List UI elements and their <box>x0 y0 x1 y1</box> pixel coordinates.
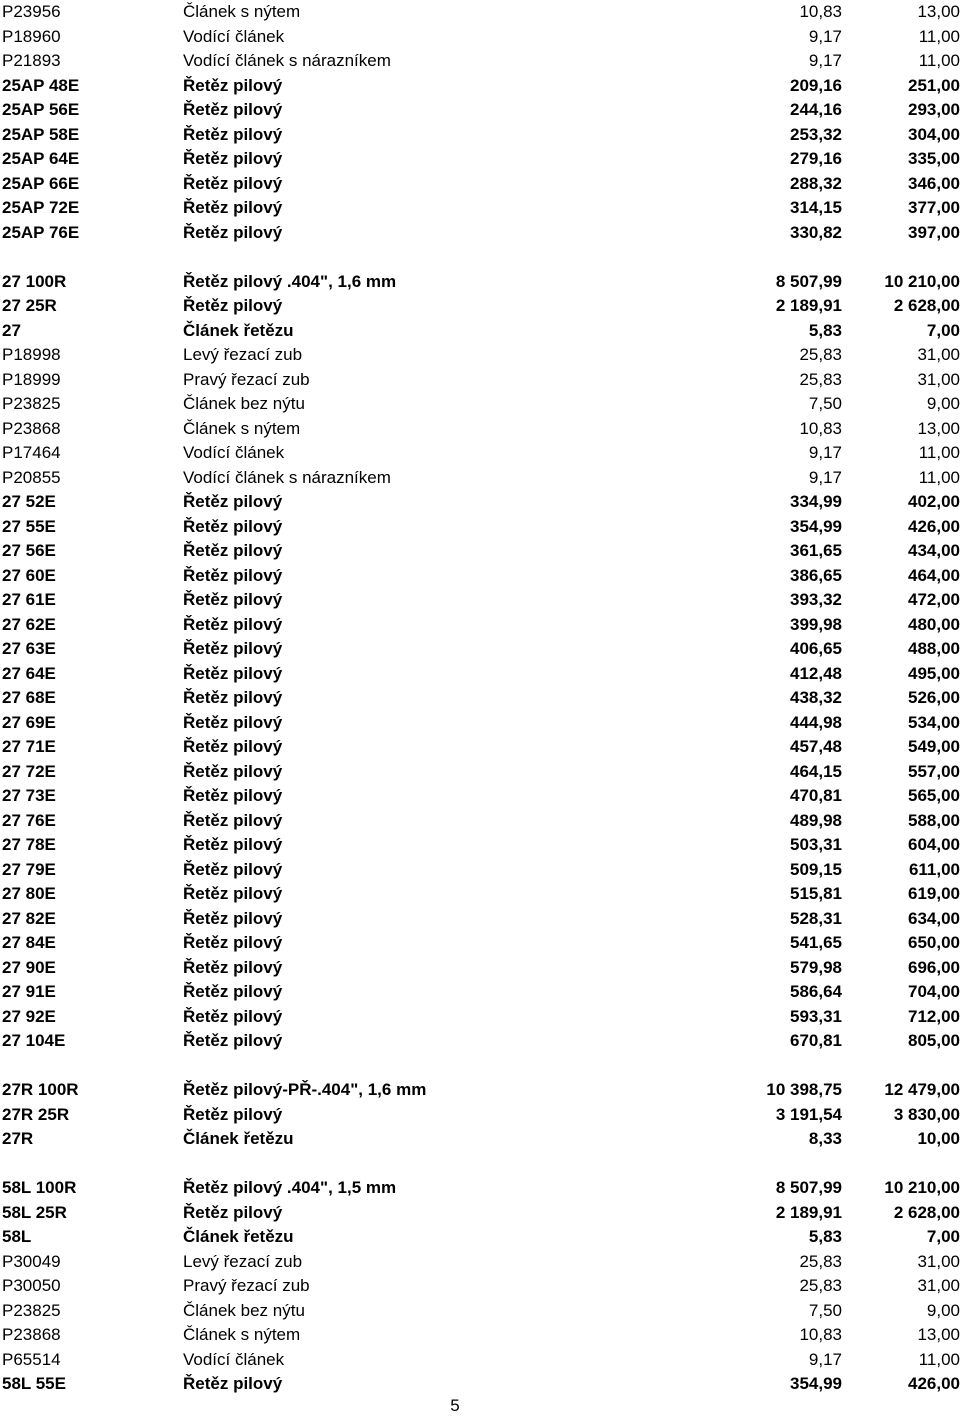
item-code: 27 78E <box>2 835 56 854</box>
table-row <box>0 270 960 295</box>
price-excl-vat: 8 507,99 <box>775 271 842 291</box>
item-name: Článek řetězu <box>183 320 294 340</box>
item-code: 25AP 48E <box>2 75 80 95</box>
item-name: Řetěz pilový <box>183 614 283 634</box>
price-excl-vat: 330,82 <box>790 222 842 242</box>
item-name: Řetěz pilový <box>183 884 283 903</box>
table-row <box>0 98 960 123</box>
table-row <box>0 588 960 613</box>
price-incl-vat: 488,00 <box>908 639 960 658</box>
item-name: Řetěz pilový <box>183 124 283 144</box>
item-code: 27 62E <box>2 614 56 634</box>
row-spacer <box>0 1152 960 1177</box>
price-excl-vat: 9,17 <box>808 467 842 487</box>
item-name: Řetěz pilový <box>183 492 283 511</box>
item-code: 25AP 66E <box>2 173 80 193</box>
table-row <box>0 49 960 74</box>
item-name: Řetěz pilový <box>183 516 283 536</box>
price-excl-vat: 464,15 <box>790 761 842 781</box>
table-row <box>0 564 960 589</box>
price-excl-vat: 10 398,75 <box>766 1080 842 1099</box>
price-excl-vat: 528,31 <box>790 908 842 928</box>
price-incl-vat: 9,00 <box>926 394 960 413</box>
price-excl-vat: 314,15 <box>790 198 842 217</box>
item-name: Řetěz pilový <box>183 810 283 830</box>
price-incl-vat: 534,00 <box>908 712 960 732</box>
price-incl-vat: 31,00 <box>917 345 960 364</box>
price-incl-vat: 604,00 <box>908 835 960 854</box>
item-code: P23825 <box>2 394 61 413</box>
item-code: 27R 25R <box>2 1104 70 1124</box>
item-name: Řetěz pilový <box>183 222 283 242</box>
table-row <box>0 1078 960 1103</box>
price-incl-vat: 10 210,00 <box>884 1178 960 1197</box>
item-code: 27 25R <box>2 296 57 315</box>
item-code: 27 68E <box>2 688 56 707</box>
table-row <box>0 147 960 172</box>
table-row <box>0 931 960 956</box>
table-row <box>0 25 960 50</box>
item-name: Řetěz pilový <box>183 688 283 707</box>
price-excl-vat: 9,17 <box>808 51 842 70</box>
table-row <box>0 1225 960 1250</box>
table-row <box>0 1348 960 1373</box>
price-incl-vat: 346,00 <box>908 173 960 193</box>
price-excl-vat: 8,33 <box>808 1129 842 1148</box>
price-excl-vat: 10,83 <box>799 2 842 21</box>
table-row <box>0 882 960 907</box>
item-code: P17464 <box>2 443 61 462</box>
item-code: P18998 <box>2 345 61 364</box>
item-name: Řetěz pilový <box>183 1202 283 1222</box>
item-name: Článek s nýtem <box>183 1325 301 1344</box>
item-code: 25AP 76E <box>2 222 80 242</box>
item-name: Řetěz pilový <box>183 1374 283 1393</box>
table-row <box>0 980 960 1005</box>
price-excl-vat: 10,83 <box>799 1325 842 1344</box>
price-excl-vat: 9,17 <box>808 443 842 462</box>
table-row <box>0 760 960 785</box>
item-code: P30050 <box>2 1276 61 1295</box>
price-incl-vat: 480,00 <box>908 614 960 634</box>
item-code: 27 61E <box>2 590 56 609</box>
price-excl-vat: 5,83 <box>808 320 842 340</box>
table-row <box>0 711 960 736</box>
item-code: 27 84E <box>2 933 56 952</box>
price-incl-vat: 704,00 <box>908 982 960 1001</box>
item-name: Řetěz pilový <box>183 198 283 217</box>
price-incl-vat: 557,00 <box>908 761 960 781</box>
price-excl-vat: 25,83 <box>799 1251 842 1271</box>
price-incl-vat: 251,00 <box>908 75 960 95</box>
price-excl-vat: 579,98 <box>790 957 842 977</box>
price-incl-vat: 2 628,00 <box>893 1202 960 1222</box>
table-row <box>0 686 960 711</box>
item-code: 27 79E <box>2 859 56 879</box>
table-row <box>0 368 960 393</box>
price-incl-vat: 434,00 <box>908 541 960 560</box>
item-code: 27 72E <box>2 761 56 781</box>
price-excl-vat: 209,16 <box>790 75 842 95</box>
table-row <box>0 441 960 466</box>
item-name: Řetěz pilový <box>183 149 283 168</box>
price-excl-vat: 2 189,91 <box>775 1202 842 1222</box>
table-row <box>0 196 960 221</box>
item-code: P18999 <box>2 369 61 389</box>
item-name: Článek řetězu <box>183 1227 294 1246</box>
price-excl-vat: 399,98 <box>790 614 842 634</box>
price-incl-vat: 11,00 <box>918 467 960 487</box>
price-excl-vat: 406,65 <box>790 639 842 658</box>
item-code: 25AP 64E <box>2 149 80 168</box>
item-code: 27 91E <box>2 982 56 1001</box>
price-excl-vat: 503,31 <box>790 835 842 854</box>
price-excl-vat: 288,32 <box>790 173 842 193</box>
item-code: P20855 <box>2 467 61 487</box>
item-code: P23825 <box>2 1300 61 1320</box>
table-row <box>0 221 960 246</box>
table-row <box>0 833 960 858</box>
item-code: 27 100R <box>2 271 67 291</box>
item-name: Řetěz pilový .404", 1,6 mm <box>183 271 397 291</box>
table-row <box>0 907 960 932</box>
table-row <box>0 172 960 197</box>
item-name: Řetěz pilový <box>183 761 283 781</box>
item-name: Vodící článek <box>183 443 285 462</box>
price-incl-vat: 10,00 <box>917 1129 960 1148</box>
item-name: Řetěz pilový <box>183 75 283 95</box>
item-name: Řetěz pilový <box>183 296 283 315</box>
price-incl-vat: 11,00 <box>918 443 960 462</box>
item-code: 27 56E <box>2 541 56 560</box>
price-incl-vat: 31,00 <box>917 369 960 389</box>
price-incl-vat: 588,00 <box>908 810 960 830</box>
item-name: Vodící článek <box>183 26 285 46</box>
price-incl-vat: 402,00 <box>908 492 960 511</box>
item-name: Řetěz pilový <box>183 835 283 854</box>
price-excl-vat: 25,83 <box>799 1276 842 1295</box>
price-excl-vat: 9,17 <box>808 26 842 46</box>
price-incl-vat: 619,00 <box>908 884 960 903</box>
table-row <box>0 809 960 834</box>
item-code: 58L <box>2 1227 32 1246</box>
price-incl-vat: 304,00 <box>908 124 960 144</box>
price-incl-vat: 31,00 <box>917 1276 960 1295</box>
item-code: P18960 <box>2 26 61 46</box>
item-name: Levý řezací zub <box>183 345 303 364</box>
price-excl-vat: 515,81 <box>790 884 842 903</box>
item-code: 27 64E <box>2 663 56 683</box>
table-row <box>0 1127 960 1152</box>
item-name: Řetěz pilový <box>183 957 283 977</box>
price-incl-vat: 10 210,00 <box>884 271 960 291</box>
price-incl-vat: 611,00 <box>908 859 960 879</box>
item-name: Levý řezací zub <box>183 1251 303 1271</box>
row-spacer <box>0 245 960 270</box>
item-name: Článek bez nýtu <box>183 394 305 413</box>
item-code: 27 80E <box>2 884 56 903</box>
table-row <box>0 1029 960 1054</box>
item-code: 58L 25R <box>2 1202 67 1222</box>
price-incl-vat: 31,00 <box>917 1251 960 1271</box>
price-incl-vat: 397,00 <box>908 222 960 242</box>
price-incl-vat: 293,00 <box>908 100 960 119</box>
item-code: P21893 <box>2 51 61 70</box>
item-name: Řetěz pilový <box>183 1031 283 1050</box>
price-incl-vat: 13,00 <box>917 1325 960 1344</box>
item-code: 25AP 72E <box>2 198 80 217</box>
price-incl-vat: 805,00 <box>908 1031 960 1050</box>
price-excl-vat: 244,16 <box>790 100 842 119</box>
item-name: Článek bez nýtu <box>183 1300 305 1320</box>
item-name: Řetěz pilový .404", 1,5 mm <box>183 1178 397 1197</box>
price-incl-vat: 13,00 <box>917 2 960 21</box>
table-row <box>0 1005 960 1030</box>
price-excl-vat: 279,16 <box>790 149 842 168</box>
row-spacer <box>0 1054 960 1079</box>
item-code: 27 63E <box>2 639 56 658</box>
table-row <box>0 294 960 319</box>
item-name: Vodící článek s nárazníkem <box>183 467 391 487</box>
price-incl-vat: 9,00 <box>926 1300 960 1320</box>
price-incl-vat: 13,00 <box>917 418 960 438</box>
price-excl-vat: 412,48 <box>790 663 842 683</box>
price-incl-vat: 7,00 <box>926 1227 960 1246</box>
table-row <box>0 637 960 662</box>
item-name: Pravý řezací zub <box>183 1276 310 1295</box>
price-incl-vat: 11,00 <box>918 1349 960 1369</box>
item-name: Řetěz pilový <box>183 786 283 805</box>
item-name: Řetěz pilový <box>183 590 283 609</box>
table-row <box>0 539 960 564</box>
item-name: Řetěz pilový <box>183 1104 283 1124</box>
table-row <box>0 1250 960 1275</box>
price-excl-vat: 593,31 <box>790 1006 842 1026</box>
item-name: Řetěz pilový <box>183 639 283 658</box>
price-excl-vat: 25,83 <box>799 345 842 364</box>
table-row <box>0 1274 960 1299</box>
price-incl-vat: 335,00 <box>908 149 960 168</box>
item-code: 58L 100R <box>2 1178 77 1197</box>
item-code: 27 69E <box>2 712 56 732</box>
item-name: Řetěz pilový-PŘ-.404", 1,6 mm <box>183 1080 427 1099</box>
item-code: 27 90E <box>2 957 56 977</box>
table-row <box>0 343 960 368</box>
price-excl-vat: 586,64 <box>790 982 842 1001</box>
item-name: Řetěz pilový <box>183 933 283 952</box>
price-excl-vat: 393,32 <box>790 590 842 609</box>
price-excl-vat: 470,81 <box>790 786 842 805</box>
price-incl-vat: 3 830,00 <box>893 1104 960 1124</box>
item-code: 27 <box>2 320 21 340</box>
item-name: Řetěz pilový <box>183 908 283 928</box>
price-incl-vat: 11,00 <box>918 51 960 70</box>
item-name: Článek s nýtem <box>183 418 301 438</box>
price-excl-vat: 8 507,99 <box>775 1178 842 1197</box>
price-excl-vat: 3 191,54 <box>775 1104 842 1124</box>
price-excl-vat: 25,83 <box>799 369 842 389</box>
price-excl-vat: 334,99 <box>790 492 842 511</box>
item-code: 27 82E <box>2 908 56 928</box>
item-name: Pravý řezací zub <box>183 369 310 389</box>
price-incl-vat: 426,00 <box>908 516 960 536</box>
item-name: Řetěz pilový <box>183 712 283 732</box>
price-incl-vat: 12 479,00 <box>884 1080 960 1099</box>
price-excl-vat: 438,32 <box>790 688 842 707</box>
table-row <box>0 1103 960 1128</box>
item-name: Řetěz pilový <box>183 859 283 879</box>
table-row <box>0 662 960 687</box>
table-row <box>0 123 960 148</box>
price-excl-vat: 444,98 <box>790 712 842 732</box>
price-incl-vat: 549,00 <box>908 737 960 756</box>
price-excl-vat: 457,48 <box>790 737 842 756</box>
price-incl-vat: 472,00 <box>908 590 960 609</box>
price-excl-vat: 489,98 <box>790 810 842 830</box>
price-excl-vat: 253,32 <box>790 124 842 144</box>
item-name: Řetěz pilový <box>183 100 283 119</box>
item-code: 27 73E <box>2 786 56 805</box>
table-row <box>0 858 960 883</box>
item-code: 58L 55E <box>2 1374 66 1393</box>
price-excl-vat: 7,50 <box>808 1300 842 1320</box>
item-name: Řetěz pilový <box>183 541 283 560</box>
item-name: Řetěz pilový <box>183 663 283 683</box>
item-name: Vodící článek s nárazníkem <box>183 51 391 70</box>
item-name: Řetěz pilový <box>183 565 283 585</box>
item-name: Řetěz pilový <box>183 982 283 1001</box>
table-row <box>0 417 960 442</box>
item-code: P65514 <box>2 1349 61 1369</box>
price-incl-vat: 7,00 <box>926 320 960 340</box>
price-excl-vat: 386,65 <box>790 565 842 585</box>
item-name: Vodící článek <box>183 1349 285 1369</box>
price-incl-vat: 377,00 <box>908 198 960 217</box>
price-excl-vat: 9,17 <box>808 1349 842 1369</box>
item-name: Řetěz pilový <box>183 737 283 756</box>
price-excl-vat: 354,99 <box>790 1374 842 1393</box>
item-code: 27 71E <box>2 737 56 756</box>
item-code: 27 55E <box>2 516 56 536</box>
price-incl-vat: 2 628,00 <box>893 296 960 315</box>
table-row <box>0 490 960 515</box>
item-code: P30049 <box>2 1251 61 1271</box>
table-row <box>0 466 960 491</box>
price-excl-vat: 670,81 <box>790 1031 842 1050</box>
table-row <box>0 956 960 981</box>
price-excl-vat: 7,50 <box>808 394 842 413</box>
price-incl-vat: 464,00 <box>908 565 960 585</box>
table-row <box>0 0 960 25</box>
table-row <box>0 1372 960 1397</box>
item-code: 25AP 56E <box>2 100 80 119</box>
page-number: 5 <box>450 1396 460 1415</box>
price-incl-vat: 565,00 <box>908 786 960 805</box>
item-code: 27R 100R <box>2 1080 79 1099</box>
item-code: P23868 <box>2 1325 61 1344</box>
price-excl-vat: 361,65 <box>790 541 842 560</box>
item-code: 27 76E <box>2 810 56 830</box>
table-row <box>0 319 960 344</box>
table-row <box>0 1299 960 1324</box>
price-incl-vat: 426,00 <box>908 1374 960 1393</box>
table-row <box>0 735 960 760</box>
table-row <box>0 613 960 638</box>
item-name: Článek s nýtem <box>183 2 301 21</box>
item-code: 27R <box>2 1129 34 1148</box>
table-row <box>0 784 960 809</box>
price-incl-vat: 650,00 <box>908 933 960 952</box>
item-code: 27 92E <box>2 1006 56 1026</box>
price-incl-vat: 634,00 <box>908 908 960 928</box>
item-code: 27 104E <box>2 1031 66 1050</box>
price-excl-vat: 2 189,91 <box>775 296 842 315</box>
item-name: Řetěz pilový <box>183 173 283 193</box>
price-excl-vat: 5,83 <box>808 1227 842 1246</box>
price-excl-vat: 509,15 <box>790 859 842 879</box>
item-code: P23956 <box>2 2 61 21</box>
price-excl-vat: 354,99 <box>790 516 842 536</box>
table-row <box>0 1323 960 1348</box>
price-incl-vat: 495,00 <box>908 663 960 683</box>
item-code: 25AP 58E <box>2 124 80 144</box>
item-code: P23868 <box>2 418 61 438</box>
table-row <box>0 74 960 99</box>
table-row <box>0 1201 960 1226</box>
price-excl-vat: 10,83 <box>799 418 842 438</box>
price-incl-vat: 11,00 <box>918 26 960 46</box>
table-row <box>0 515 960 540</box>
item-code: 27 60E <box>2 565 56 585</box>
item-name: Článek řetězu <box>183 1129 294 1148</box>
price-incl-vat: 526,00 <box>908 688 960 707</box>
price-incl-vat: 696,00 <box>908 957 960 977</box>
item-code: 27 52E <box>2 492 56 511</box>
price-incl-vat: 712,00 <box>908 1006 960 1026</box>
table-row <box>0 392 960 417</box>
item-name: Řetěz pilový <box>183 1006 283 1026</box>
price-excl-vat: 541,65 <box>790 933 842 952</box>
table-row <box>0 1176 960 1201</box>
